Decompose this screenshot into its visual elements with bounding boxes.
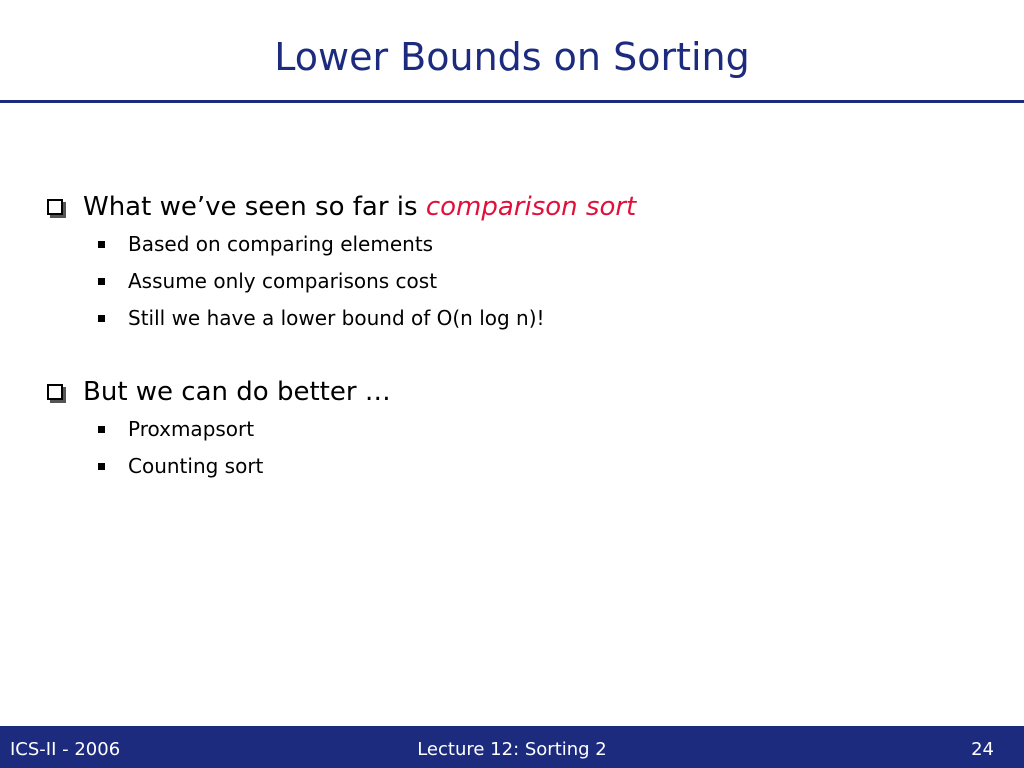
slide-title: Lower Bounds on Sorting bbox=[274, 35, 750, 79]
checkbox-bullet-icon bbox=[47, 199, 63, 215]
bullet-level1 bbox=[46, 373, 986, 411]
bullet-text: Assume only comparisons cost bbox=[128, 269, 438, 293]
bullet-text: Proxmapsort bbox=[128, 417, 255, 441]
bullet-text: What we’ve seen so far is bbox=[83, 192, 426, 222]
bullet-text: Based on comparing elements bbox=[128, 232, 434, 256]
spacer bbox=[46, 337, 986, 373]
square-bullet-icon bbox=[98, 463, 105, 470]
bullet-level2 bbox=[46, 411, 986, 448]
slide-footer bbox=[0, 726, 1024, 768]
footer-lecture-title: Lecture 12: Sorting 2 bbox=[417, 739, 607, 760]
bullet-level2 bbox=[46, 263, 986, 300]
square-bullet-icon bbox=[98, 241, 105, 248]
square-bullet-icon bbox=[98, 426, 105, 433]
slide-body bbox=[46, 188, 986, 485]
square-bullet-icon bbox=[98, 278, 105, 285]
checkbox-bullet-icon bbox=[47, 384, 63, 400]
bullet-text: Still we have a lower bound of O(n log n)! bbox=[128, 306, 545, 330]
bullet-text: Counting sort bbox=[128, 454, 264, 478]
footer-course: ICS-II - 2006 bbox=[10, 739, 121, 760]
emphasis-text: comparison sort bbox=[425, 192, 637, 222]
bullet-level2 bbox=[46, 300, 986, 337]
bullet-text: But we can do better … bbox=[83, 377, 391, 407]
square-bullet-icon bbox=[98, 315, 105, 322]
bullet-level2 bbox=[46, 448, 986, 485]
bullet-level2 bbox=[46, 226, 986, 263]
footer-page-number: 24 bbox=[971, 739, 994, 760]
title-divider bbox=[0, 100, 1024, 103]
bullet-level1 bbox=[46, 188, 986, 226]
